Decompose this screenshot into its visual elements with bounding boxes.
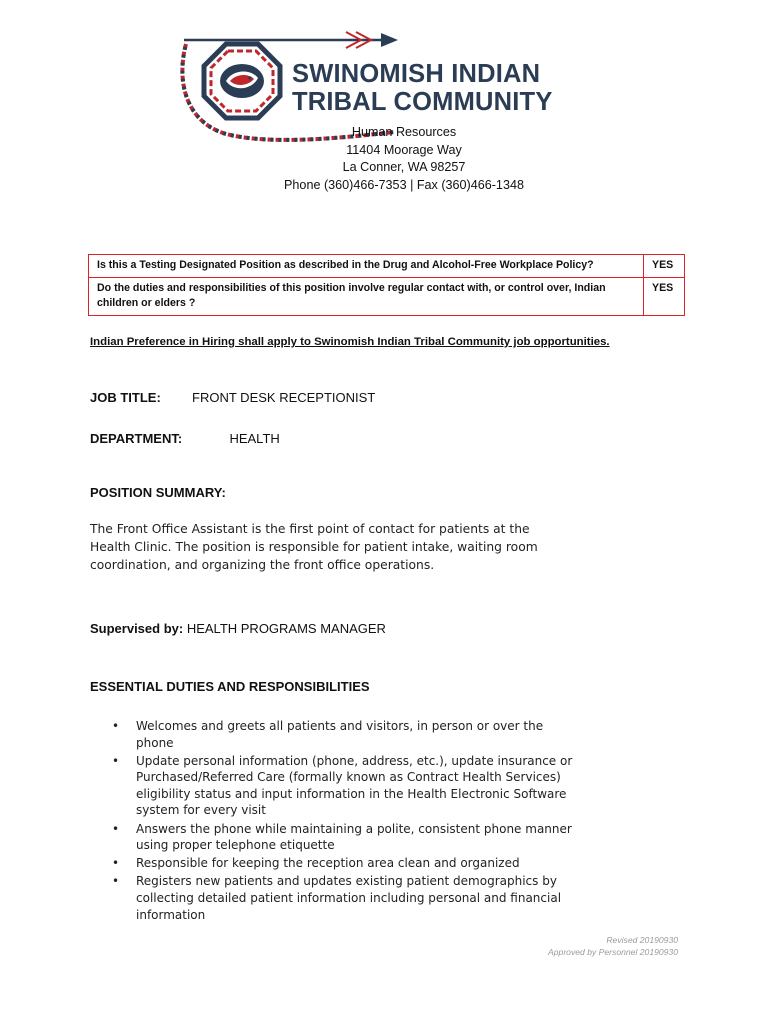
org-name-line2: TRIBAL COMMUNITY <box>292 88 553 116</box>
list-item: • Registers new patients and updates existing patient demographics by collecting detailed patient information including personal and financial information <box>112 874 562 922</box>
policy-question: Do the duties and responsibilities of this position involve regular contact with, or control over, Indian children or elders ? <box>89 278 644 316</box>
list-item: • Welcomes and greets all patients and visitors, in person or over the phone <box>112 719 544 750</box>
job-title-value: FRONT DESK RECEPTIONIST <box>192 390 376 405</box>
duties-list <box>112 718 582 925</box>
revised-date: Revised 20190930 <box>606 935 678 945</box>
job-title-field <box>90 390 375 405</box>
policy-answer: YES <box>644 278 685 316</box>
bullet-icon: • <box>112 856 120 871</box>
supervisor-value: HEALTH PROGRAMS MANAGER <box>186 621 386 636</box>
list-item: • Answers the phone while maintaining a polite, consistent phone manner using proper telephone etiquette <box>112 821 572 853</box>
hr-department: Human Resources <box>351 125 457 139</box>
bullet-icon: • <box>112 753 120 768</box>
bullet-icon: • <box>112 874 120 889</box>
position-summary-text: The Front Office Assistant is the first point of contact for patients at the Health Clinic. The position is responsible for patient intake, waiting room coordination, and organizing the front office operations. <box>90 522 538 572</box>
hr-address-block <box>254 124 554 194</box>
indian-preference-note: Indian Preference in Hiring shall apply to Swinomish Indian Tribal Community job opportunities. <box>90 336 610 348</box>
policy-table <box>88 254 685 316</box>
bullet-icon: • <box>112 719 120 733</box>
department-label: DEPARTMENT: <box>90 431 183 446</box>
org-name-line1: SWINOMISH INDIAN <box>292 60 541 88</box>
approved-date: Approved by Personnel 20190930 <box>548 947 678 957</box>
position-summary-heading: POSITION SUMMARY: <box>90 485 226 500</box>
job-title-label: JOB TITLE: <box>90 390 161 405</box>
hr-contact: Phone (360)466-7353 | Fax (360)466-1348 <box>284 177 524 192</box>
revision-note <box>548 934 678 958</box>
supervisor-label: Supervised by: <box>90 621 184 636</box>
duties-heading: ESSENTIAL DUTIES AND RESPONSIBILITIES <box>90 679 370 694</box>
policy-answer: YES <box>644 255 685 278</box>
hr-street: 11404 Moorage Way <box>346 142 462 157</box>
policy-row-contact <box>89 278 685 316</box>
department-value: HEALTH <box>229 431 280 446</box>
bullet-icon: • <box>112 821 120 836</box>
policy-row-testing <box>89 255 685 278</box>
list-item: • Responsible for keeping the reception area clean and organized <box>112 856 520 871</box>
org-name <box>292 60 553 116</box>
list-item: • Update personal information (phone, address, etc.), update insurance or Purchased/Referred Care (formally known as Contract Health Services) eligibility status and input information in the Health Electronic Software system for every visit <box>112 753 573 818</box>
supervisor-field <box>90 621 386 636</box>
hr-city: La Conner, WA 98257 <box>342 160 466 175</box>
policy-question: Is this a Testing Designated Position as described in the Drug and Alcohol-Free Workplace Policy? <box>89 255 644 278</box>
department-field <box>90 431 280 446</box>
